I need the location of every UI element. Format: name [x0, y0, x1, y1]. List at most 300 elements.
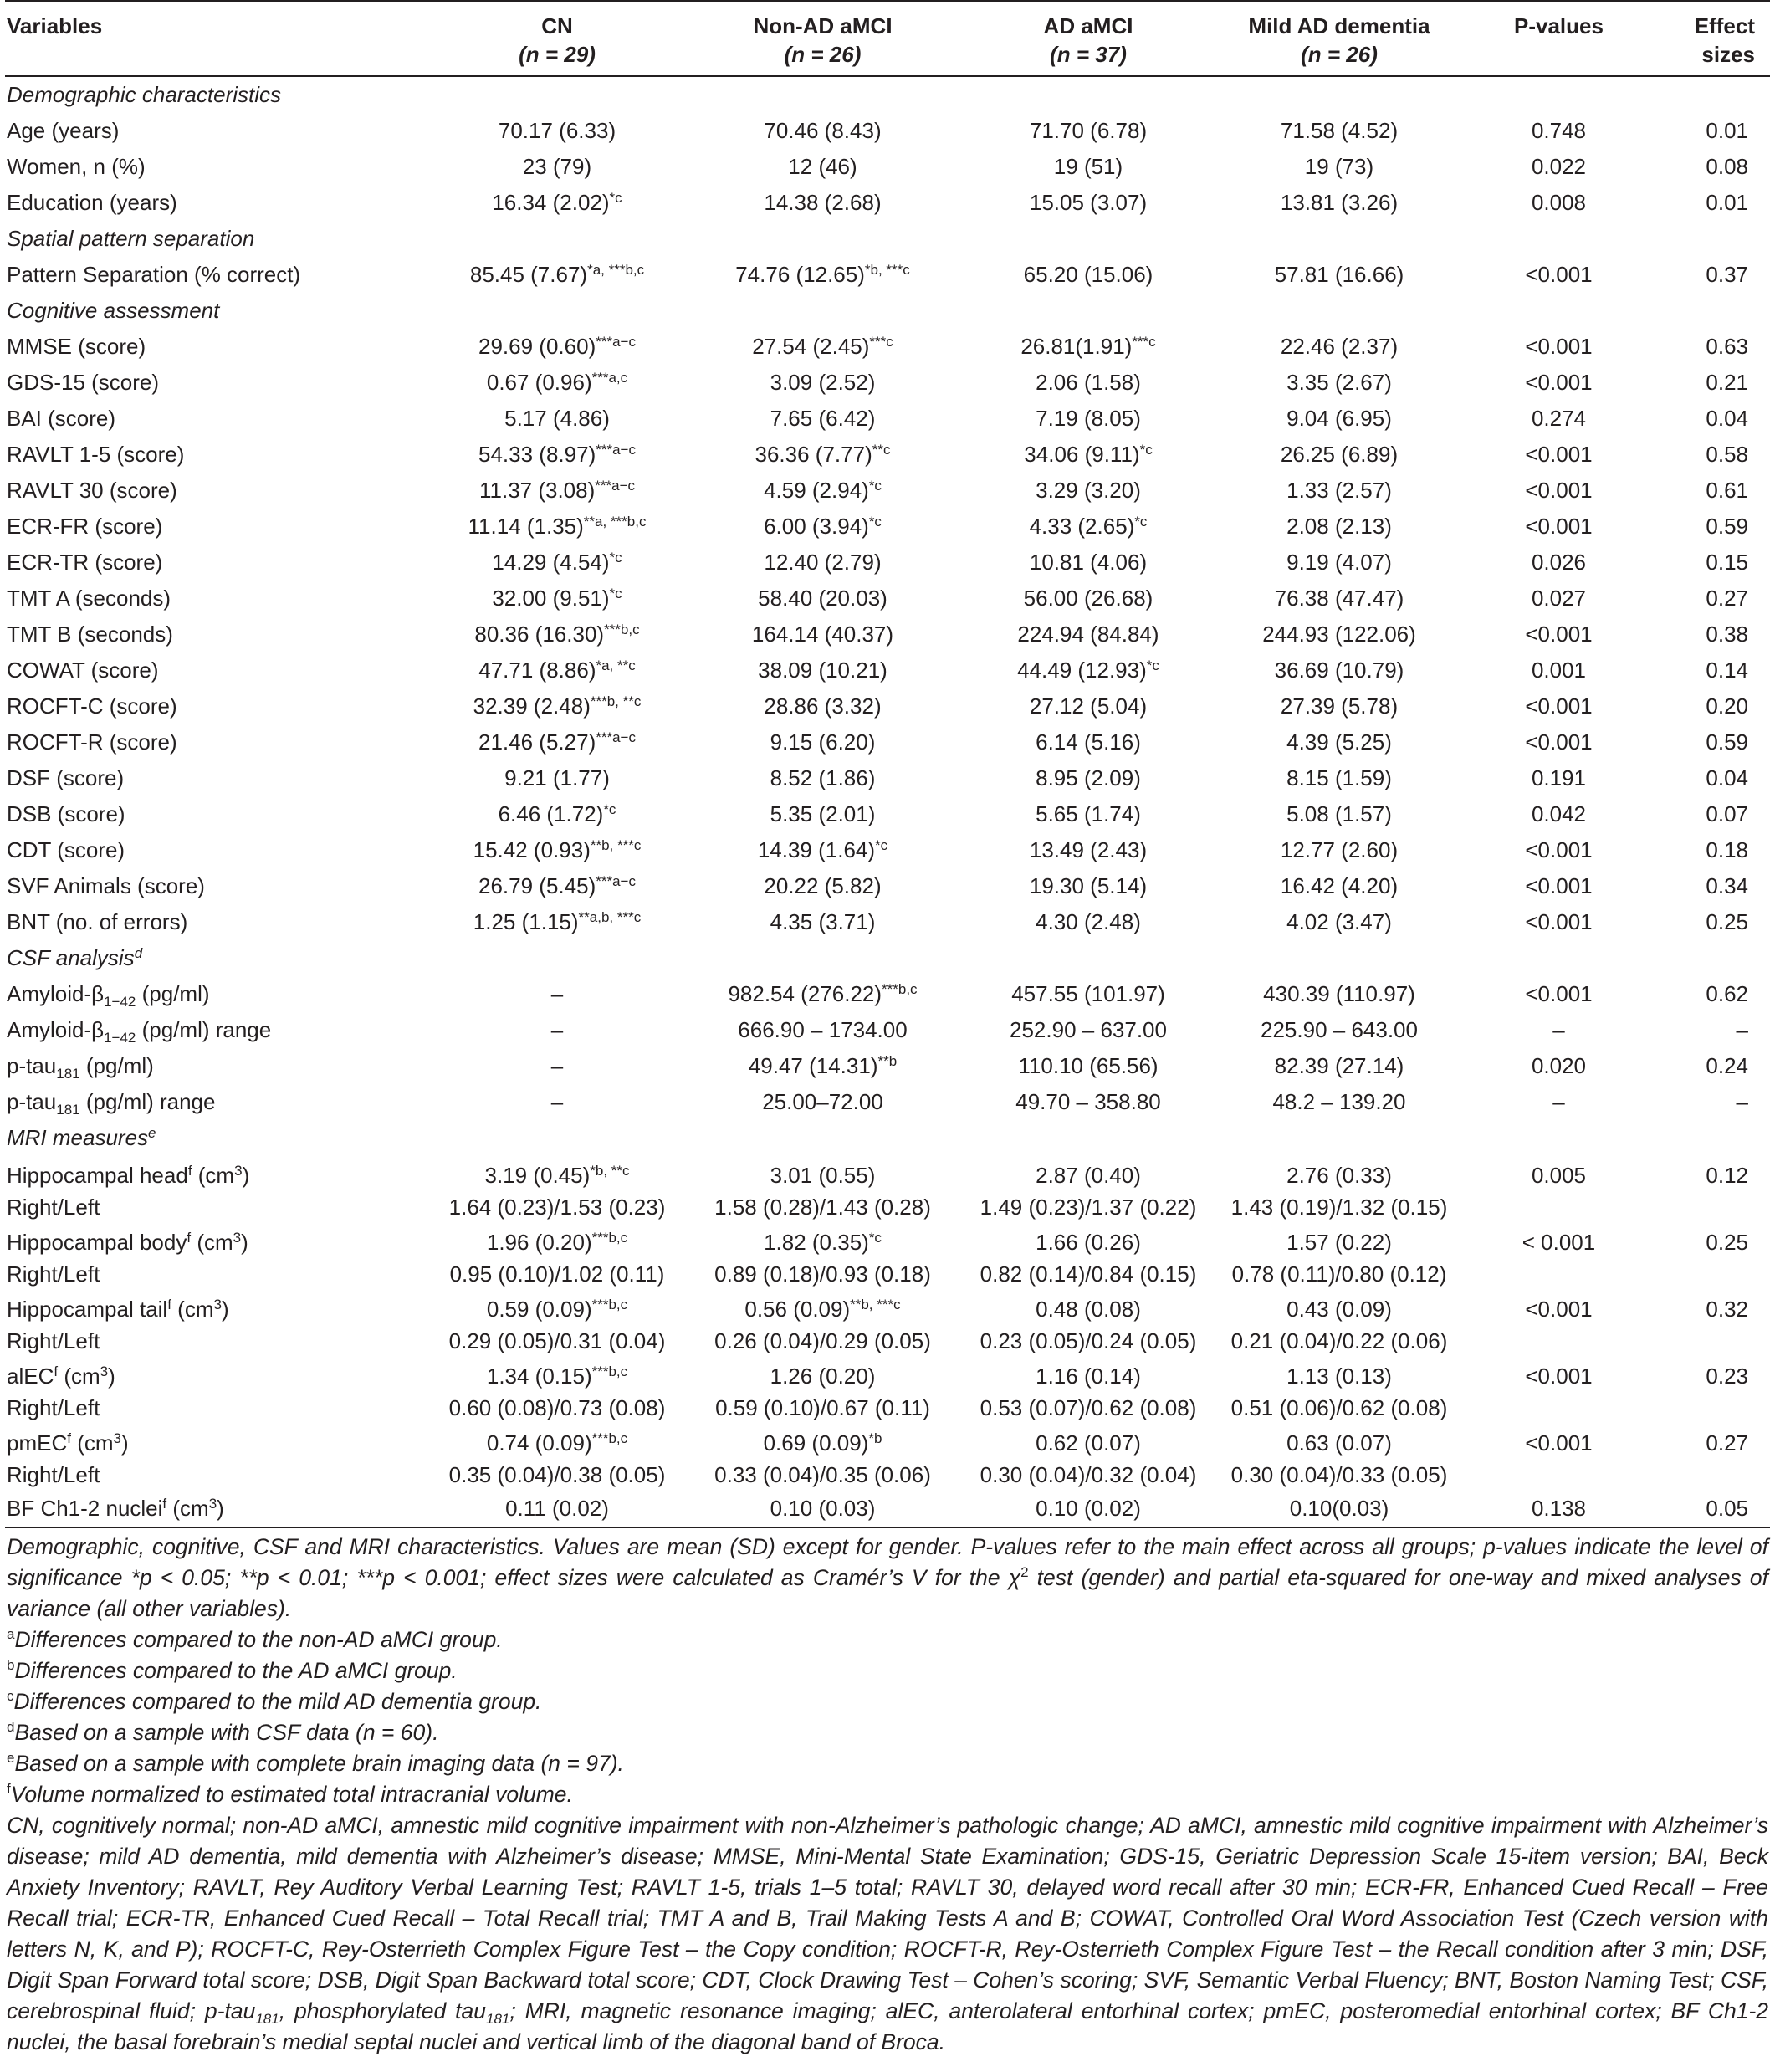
cell-effect: [1653, 1325, 1770, 1357]
row-label-sup: f: [187, 1230, 192, 1246]
cell-nonad: [683, 652, 963, 688]
cell-pvalue: 0.001: [1531, 657, 1587, 683]
row-label-text-b: (cm: [192, 1163, 235, 1188]
row-label-text-b: (cm: [191, 1230, 233, 1255]
row-label-cdt: [5, 832, 432, 868]
cell-nonad-value: 27.54 (2.45): [752, 334, 870, 359]
section-mri-sup: e: [148, 1125, 156, 1141]
cell-adamci: [963, 1223, 1214, 1258]
footnote-b: [7, 1655, 1768, 1686]
header-cn: [432, 1, 683, 76]
header-cn-label: CN: [541, 13, 573, 38]
cell-nonad-value: 1.26 (0.20): [770, 1363, 876, 1389]
cell-pvalue: <0.001: [1525, 622, 1593, 647]
table-row: [5, 1459, 1770, 1491]
cell-mild-value: 2.76 (0.33): [1286, 1163, 1392, 1188]
cell-mild-value: 0.30 (0.04)/0.33 (0.05): [1230, 1462, 1448, 1487]
cell-nonad-sig: **c: [872, 442, 891, 458]
cell-pvalue: <0.001: [1525, 729, 1593, 755]
cell-effect: 0.27: [1706, 586, 1748, 611]
table-row: [5, 185, 1770, 221]
cell-cn-sig: ***a,c: [591, 370, 628, 386]
cell-effect: 0.34: [1706, 873, 1748, 898]
cell-nonad: [683, 976, 963, 1012]
cell-cn-value: 1.34 (0.15): [486, 1363, 592, 1389]
row-label-sup: f: [54, 1363, 59, 1379]
cell-cn: [432, 1084, 683, 1120]
row-label-text: Pattern Separation (% correct): [7, 262, 301, 287]
cell-cn-value: 23 (79): [522, 154, 592, 179]
cell-mild-value: 4.39 (5.25): [1286, 729, 1392, 755]
row-label-ravlt30: [5, 473, 432, 509]
row-label-ecrtr: [5, 545, 432, 581]
cell-cn: [432, 904, 683, 940]
section-csf-cell: [5, 940, 1770, 976]
row-label-pmec_rl: [5, 1459, 432, 1491]
cell-pvalue: 0.138: [1465, 1491, 1653, 1527]
footnote-main-b: test (gender) and partial eta-squared for one-way and mixed analyses of variance (all other variables).: [7, 1565, 1768, 1621]
cell-cn-value: 54.33 (8.97): [478, 442, 596, 467]
cell-mild-value: 0.63 (0.07): [1286, 1430, 1392, 1456]
cell-pvalue: <0.001: [1525, 478, 1593, 503]
cell-adamci: [963, 545, 1214, 581]
cell-cn-sig: *a, ***b,c: [587, 262, 645, 278]
cell-nonad-sig: *c: [868, 1230, 882, 1246]
header-nonad: [683, 1, 963, 76]
footnote-b-mark: b: [7, 1657, 15, 1673]
cell-adamci: [963, 581, 1214, 616]
cell-cn-sig: ***b,c: [591, 1430, 628, 1446]
cell-nonad-value: 0.89 (0.18)/0.93 (0.18): [714, 1261, 931, 1287]
cell-pvalue: <0.001: [1525, 370, 1593, 395]
row-label-sup2: 3: [113, 1430, 121, 1446]
cell-nonad-value: 14.39 (1.64): [757, 837, 876, 862]
table-row: [5, 1258, 1770, 1290]
cell-effect: 0.21: [1706, 370, 1748, 395]
cell-adamci-value: 110.10 (65.56): [1018, 1053, 1159, 1078]
cell-nonad-value: 3.01 (0.55): [770, 1163, 876, 1188]
cell-cn: [432, 1258, 683, 1290]
cell-pvalue: <0.001: [1525, 981, 1593, 1006]
row-label-text: ROCFT-C (score): [7, 693, 177, 719]
cell-pvalue: <0.001: [1525, 1363, 1593, 1389]
row-label-hbody: [5, 1223, 432, 1258]
cell-cn-value: –: [550, 1089, 564, 1114]
cell-adamci-value: 8.95 (2.09): [1036, 765, 1141, 790]
cell-nonad-sig: *c: [875, 837, 888, 853]
cell-mild-value: 76.38 (47.47): [1274, 586, 1404, 611]
cell-mild-value: 225.90 – 643.00: [1261, 1017, 1418, 1042]
cell-adamci: [963, 113, 1214, 149]
cell-cn-value: 15.42 (0.93): [473, 837, 591, 862]
cell-nonad: [683, 1424, 963, 1459]
cell-mild-value: 48.2 – 139.20: [1272, 1089, 1406, 1114]
cell-nonad: [683, 868, 963, 904]
row-label-text-c: ): [242, 1163, 250, 1188]
cell-nonad-value: 36.36 (7.77): [755, 442, 872, 467]
cell-nonad: [683, 581, 963, 616]
cell-nonad-value: 20.22 (5.82): [764, 873, 882, 898]
cell-mild-value: 0.21 (0.04)/0.22 (0.06): [1230, 1328, 1448, 1353]
table-row: [5, 1491, 1770, 1527]
cell-cn: [432, 1012, 683, 1048]
cell-cn: [432, 688, 683, 724]
cell-mild-value: 5.08 (1.57): [1286, 801, 1392, 826]
cell-pvalue: <0.001: [1525, 909, 1593, 934]
cell-pvalue: –: [1552, 1089, 1565, 1114]
cell-pvalue: <0.001: [1525, 837, 1593, 862]
cell-effect: 0.04: [1706, 406, 1748, 431]
footnote-c-text: Differences compared to the mild AD dementia group.: [13, 1689, 542, 1714]
table-row: [5, 1392, 1770, 1424]
cell-cn-value: 0.67 (0.96): [486, 370, 592, 395]
footnote-main: [7, 1532, 1768, 1624]
cell-cn-value: –: [550, 1017, 564, 1042]
cell-mild: [1214, 724, 1465, 760]
cell-nonad: [683, 1357, 963, 1392]
row-label-ptau_range: [5, 1084, 432, 1120]
row-label-women: [5, 149, 432, 185]
cell-adamci-value: 4.33 (2.65): [1029, 514, 1135, 539]
cell-cn: [432, 581, 683, 616]
cell-mild: [1214, 185, 1465, 221]
table-row: [5, 149, 1770, 185]
cell-effect: 0.59: [1706, 514, 1748, 539]
row-label-tmtb: [5, 616, 432, 652]
cell-adamci: [963, 1459, 1214, 1491]
cell-mild-value: 0.51 (0.06)/0.62 (0.08): [1230, 1395, 1448, 1420]
cell-adamci: [963, 796, 1214, 832]
cell-mild: [1214, 437, 1465, 473]
cell-cn: [432, 832, 683, 868]
row-label-hhead_rl: [5, 1191, 432, 1223]
cell-adamci-value: 2.87 (0.40): [1036, 1163, 1141, 1188]
cell-adamci-value: 5.65 (1.74): [1036, 801, 1141, 826]
cell-mild-value: 13.81 (3.26): [1280, 190, 1399, 215]
row-label-text-b: (cm: [166, 1496, 209, 1521]
cell-pvalue: [1465, 1325, 1653, 1357]
header-nonad-label: Non-AD aMCI: [753, 13, 893, 38]
footnote-abbreviations: [7, 1810, 1768, 2058]
cell-cn-value: 21.46 (5.27): [478, 729, 596, 755]
cell-cn: [432, 1048, 683, 1084]
cell-nonad-value: 0.33 (0.04)/0.35 (0.06): [714, 1462, 931, 1487]
row-label-text-a: p-tau: [7, 1089, 57, 1114]
footnote-e-text: Based on a sample with complete brain imaging data (n = 97).: [14, 1751, 624, 1776]
cell-effect: 0.01: [1706, 190, 1748, 215]
cell-adamci-sig: *c: [1146, 657, 1159, 673]
row-label-text: TMT A (seconds): [7, 586, 171, 611]
cell-nonad-value: 28.86 (3.32): [764, 693, 882, 719]
row-label-text: DSB (score): [7, 801, 125, 826]
cell-mild-value: 1.33 (2.57): [1286, 478, 1392, 503]
cell-mild: [1214, 509, 1465, 545]
cell-nonad: [683, 688, 963, 724]
row-label-text: ECR-TR (score): [7, 550, 163, 575]
cell-nonad-value: 7.65 (6.42): [770, 406, 876, 431]
section-demographic-cell: [5, 76, 1770, 113]
cell-nonad-value: 14.38 (2.68): [764, 190, 882, 215]
cell-cn-sig: *c: [603, 801, 616, 817]
cell-nonad: [683, 1459, 963, 1491]
cell-adamci: [963, 760, 1214, 796]
cell-cn: [432, 1290, 683, 1325]
cell-effect: 0.24: [1706, 1053, 1748, 1078]
table-row: [5, 652, 1770, 688]
cell-adamci-value: 1.49 (0.23)/1.37 (0.22): [980, 1195, 1197, 1220]
cell-effect: 0.23: [1706, 1363, 1748, 1389]
cell-pvalue: 0.042: [1531, 801, 1587, 826]
row-label-hhead: [5, 1156, 432, 1191]
cell-cn-sig: ***a−c: [596, 729, 636, 745]
row-label-dsf: [5, 760, 432, 796]
cell-adamci-value: 34.06 (9.11): [1024, 442, 1140, 467]
cell-cn-value: 11.14 (1.35): [468, 514, 584, 539]
cell-mild: [1214, 1290, 1465, 1325]
row-label-text: ROCFT-R (score): [7, 729, 177, 755]
row-label-text-b: (pg/ml): [136, 981, 210, 1006]
abbr-sub1: 181: [255, 2011, 279, 2027]
row-label-text-a: Amyloid-β: [7, 981, 105, 1006]
row-label-sup: f: [167, 1297, 171, 1312]
cell-nonad-sig: ***c: [869, 334, 893, 350]
cell-cn-value: 16.34 (2.02): [492, 190, 610, 215]
cell-effect: 0.38: [1706, 622, 1748, 647]
cell-effect: 0.12: [1706, 1163, 1748, 1188]
cell-cn: [432, 1223, 683, 1258]
cell-nonad-value: 70.46 (8.43): [764, 118, 882, 143]
table-row: [5, 1325, 1770, 1357]
cell-cn-value: 0.60 (0.08)/0.73 (0.08): [448, 1395, 666, 1420]
cell-nonad-value: 38.09 (10.21): [758, 657, 888, 683]
cell-effect: 0.18: [1706, 837, 1748, 862]
section-csf-title: CSF analysis: [7, 945, 135, 970]
cell-effect: –: [1736, 1089, 1748, 1114]
cell-mild: [1214, 1084, 1465, 1120]
cell-effect: 0.32: [1706, 1297, 1748, 1322]
table-row: [5, 616, 1770, 652]
cell-cn-sig: **a, ***b,c: [583, 514, 647, 530]
cell-mild: [1214, 545, 1465, 581]
table-row: [5, 796, 1770, 832]
abbr-b: , phosphorylated tau: [279, 1998, 486, 2023]
cell-cn: [432, 473, 683, 509]
row-label-tmta: [5, 581, 432, 616]
cell-nonad-value: 164.14 (40.37): [751, 622, 894, 647]
cell-nonad-value: 12 (46): [788, 154, 857, 179]
row-label-text-c: ): [217, 1496, 224, 1521]
cell-adamci-value: 0.53 (0.07)/0.62 (0.08): [980, 1395, 1197, 1420]
cell-adamci-value: 3.29 (3.20): [1036, 478, 1141, 503]
cell-cn: [432, 329, 683, 365]
cell-nonad: [683, 1258, 963, 1290]
cell-mild: [1214, 365, 1465, 401]
cell-nonad: [683, 149, 963, 185]
cell-mild: [1214, 652, 1465, 688]
section-spatial-title: Spatial pattern separation: [7, 226, 255, 251]
section-cognitive-cell: [5, 293, 1770, 329]
cell-cn-value: 14.29 (4.54): [492, 550, 610, 575]
cell-adamci: [963, 832, 1214, 868]
cell-mild: [1214, 1357, 1465, 1392]
table-row: [5, 724, 1770, 760]
table-row: [5, 257, 1770, 293]
row-label-text-c: ): [241, 1230, 248, 1255]
cell-cn: [432, 616, 683, 652]
table-row: [5, 1012, 1770, 1048]
cell-nonad: [683, 904, 963, 940]
cell-mild-value: 19 (73): [1304, 154, 1374, 179]
cell-cn-value: –: [550, 981, 564, 1006]
row-label-sub: 181: [56, 1066, 80, 1082]
footnote-f-text: Volume normalized to estimated total intracranial volume.: [10, 1782, 573, 1807]
cell-pvalue: 0.191: [1531, 765, 1587, 790]
cell-adamci: [963, 1012, 1214, 1048]
cell-nonad-value: 982.54 (276.22): [728, 981, 882, 1006]
cell-cn-sig: ***b,c: [604, 622, 640, 637]
cell-cn-sig: *c: [609, 586, 622, 601]
header-nonad-n: (n = 26): [784, 42, 862, 67]
row-label-pmec: [5, 1424, 432, 1459]
cell-cn: [432, 545, 683, 581]
cell-effect: 0.08: [1706, 154, 1748, 179]
cell-adamci: [963, 509, 1214, 545]
cell-cn: [432, 113, 683, 149]
row-label-text-a: BF Ch1-2 nuclei: [7, 1496, 163, 1521]
cell-cn-value: 0.29 (0.05)/0.31 (0.04): [448, 1328, 666, 1353]
cell-nonad: [683, 1290, 963, 1325]
cell-mild-value: 12.77 (2.60): [1280, 837, 1399, 862]
cell-adamci-value: 71.70 (6.78): [1029, 118, 1148, 143]
row-label-education: [5, 185, 432, 221]
cell-nonad-sig: *b: [868, 1430, 882, 1446]
cell-cn: [432, 1156, 683, 1191]
cell-nonad: [683, 1048, 963, 1084]
cell-cn-value: 26.79 (5.45): [478, 873, 596, 898]
cell-mild: [1214, 473, 1465, 509]
cell-cn: [432, 1424, 683, 1459]
table-row: [5, 1357, 1770, 1392]
cell-mild: [1214, 1459, 1465, 1491]
cell-adamci: [963, 1491, 1214, 1527]
cell-effect: 0.15: [1706, 550, 1748, 575]
footnote-f-mark: f: [7, 1781, 11, 1797]
cell-effect: 0.62: [1706, 981, 1748, 1006]
cell-mild-value: 2.08 (2.13): [1286, 514, 1392, 539]
cell-effect: 0.59: [1706, 729, 1748, 755]
cell-cn-sig: **b, ***c: [590, 837, 642, 853]
table-row: [5, 509, 1770, 545]
cell-mild: [1214, 1191, 1465, 1223]
cell-pvalue: <0.001: [1525, 693, 1593, 719]
cell-adamci-value: 224.94 (84.84): [1017, 622, 1159, 647]
cell-effect: 0.25: [1706, 1230, 1748, 1255]
cell-mild: [1214, 976, 1465, 1012]
header-mild-n: (n = 26): [1301, 42, 1378, 67]
cell-nonad: [683, 113, 963, 149]
row-label-text-a: alEC: [7, 1363, 54, 1389]
table-row: [5, 1290, 1770, 1325]
cell-nonad: [683, 509, 963, 545]
cell-cn: [432, 1191, 683, 1223]
cell-nonad: [683, 365, 963, 401]
row-label-text-a: Amyloid-β: [7, 1017, 105, 1042]
cell-mild: [1214, 1223, 1465, 1258]
table-row: [5, 976, 1770, 1012]
row-label-text: BNT (no. of errors): [7, 909, 188, 934]
row-label-sub: 1−42: [104, 1030, 136, 1046]
row-label-dsb: [5, 796, 432, 832]
row-label-text-a: Hippocampal body: [7, 1230, 187, 1255]
cell-cn-value: 5.17 (4.86): [504, 406, 610, 431]
row-label-text: Right/Left: [7, 1462, 100, 1487]
header-mild-label: Mild AD dementia: [1248, 13, 1430, 38]
cell-nonad-value: 12.40 (2.79): [764, 550, 882, 575]
cell-pvalue: 0.026: [1531, 550, 1587, 575]
header-cn-n: (n = 29): [519, 42, 596, 67]
cell-adamci: [963, 473, 1214, 509]
row-label-text: Age (years): [7, 118, 120, 143]
cell-pvalue: <0.001: [1525, 334, 1593, 359]
footnote-c: [7, 1686, 1768, 1717]
cell-mild-value: 0.78 (0.11)/0.80 (0.12): [1231, 1261, 1447, 1287]
row-label-text-a: pmEC: [7, 1430, 68, 1456]
cell-mild-value: 9.04 (6.95): [1286, 406, 1392, 431]
cell-nonad-value: 0.59 (0.10)/0.67 (0.11): [715, 1395, 930, 1420]
table-row: [5, 1048, 1770, 1084]
cell-nonad-sig: ***b,c: [882, 981, 918, 997]
cell-mild: [1214, 1258, 1465, 1290]
cell-nonad-value: 0.69 (0.09): [763, 1430, 869, 1456]
cell-adamci: [963, 616, 1214, 652]
row-label-bnt: [5, 904, 432, 940]
cell-mild-value: 8.15 (1.59): [1286, 765, 1392, 790]
footnote-d-text: Based on a sample with CSF data (n = 60).: [14, 1720, 439, 1745]
cell-effect: 0.07: [1706, 801, 1748, 826]
abbr-sub2: 181: [485, 2011, 510, 2027]
cell-adamci: [963, 257, 1214, 293]
cell-pvalue: 0.748: [1531, 118, 1587, 143]
cell-cn: [432, 257, 683, 293]
cell-effect: 0.25: [1706, 909, 1748, 934]
cell-pvalue: <0.001: [1525, 1430, 1593, 1456]
cell-adamci: [963, 904, 1214, 940]
cell-cn-sig: *b, **c: [590, 1163, 630, 1179]
cell-cn-sig: ***a−c: [596, 334, 636, 350]
row-label-text: TMT B (seconds): [7, 622, 173, 647]
row-label-text-c: ): [121, 1430, 129, 1456]
cell-cn-value: 85.45 (7.67): [469, 262, 588, 287]
cell-effect: 0.61: [1706, 478, 1748, 503]
row-label-text: GDS-15 (score): [7, 370, 160, 395]
table-row: [5, 1424, 1770, 1459]
cell-adamci: [963, 1325, 1214, 1357]
row-label-text: COWAT (score): [7, 657, 159, 683]
row-label-sup2: 3: [213, 1297, 222, 1312]
row-label-rocftc: [5, 688, 432, 724]
cell-adamci-value: 0.62 (0.07): [1036, 1430, 1141, 1456]
row-label-rocftr: [5, 724, 432, 760]
section-spatial-cell: [5, 221, 1770, 257]
cell-nonad: [683, 1392, 963, 1424]
row-label-text: RAVLT 30 (score): [7, 478, 177, 503]
cell-cn-value: 0.35 (0.04)/0.38 (0.05): [448, 1462, 666, 1487]
cell-mild-value: 1.57 (0.22): [1286, 1230, 1392, 1255]
cell-mild: [1214, 760, 1465, 796]
table-row: [5, 365, 1770, 401]
footnote-e-mark: e: [7, 1750, 15, 1766]
header-variables: Variables: [5, 1, 432, 76]
